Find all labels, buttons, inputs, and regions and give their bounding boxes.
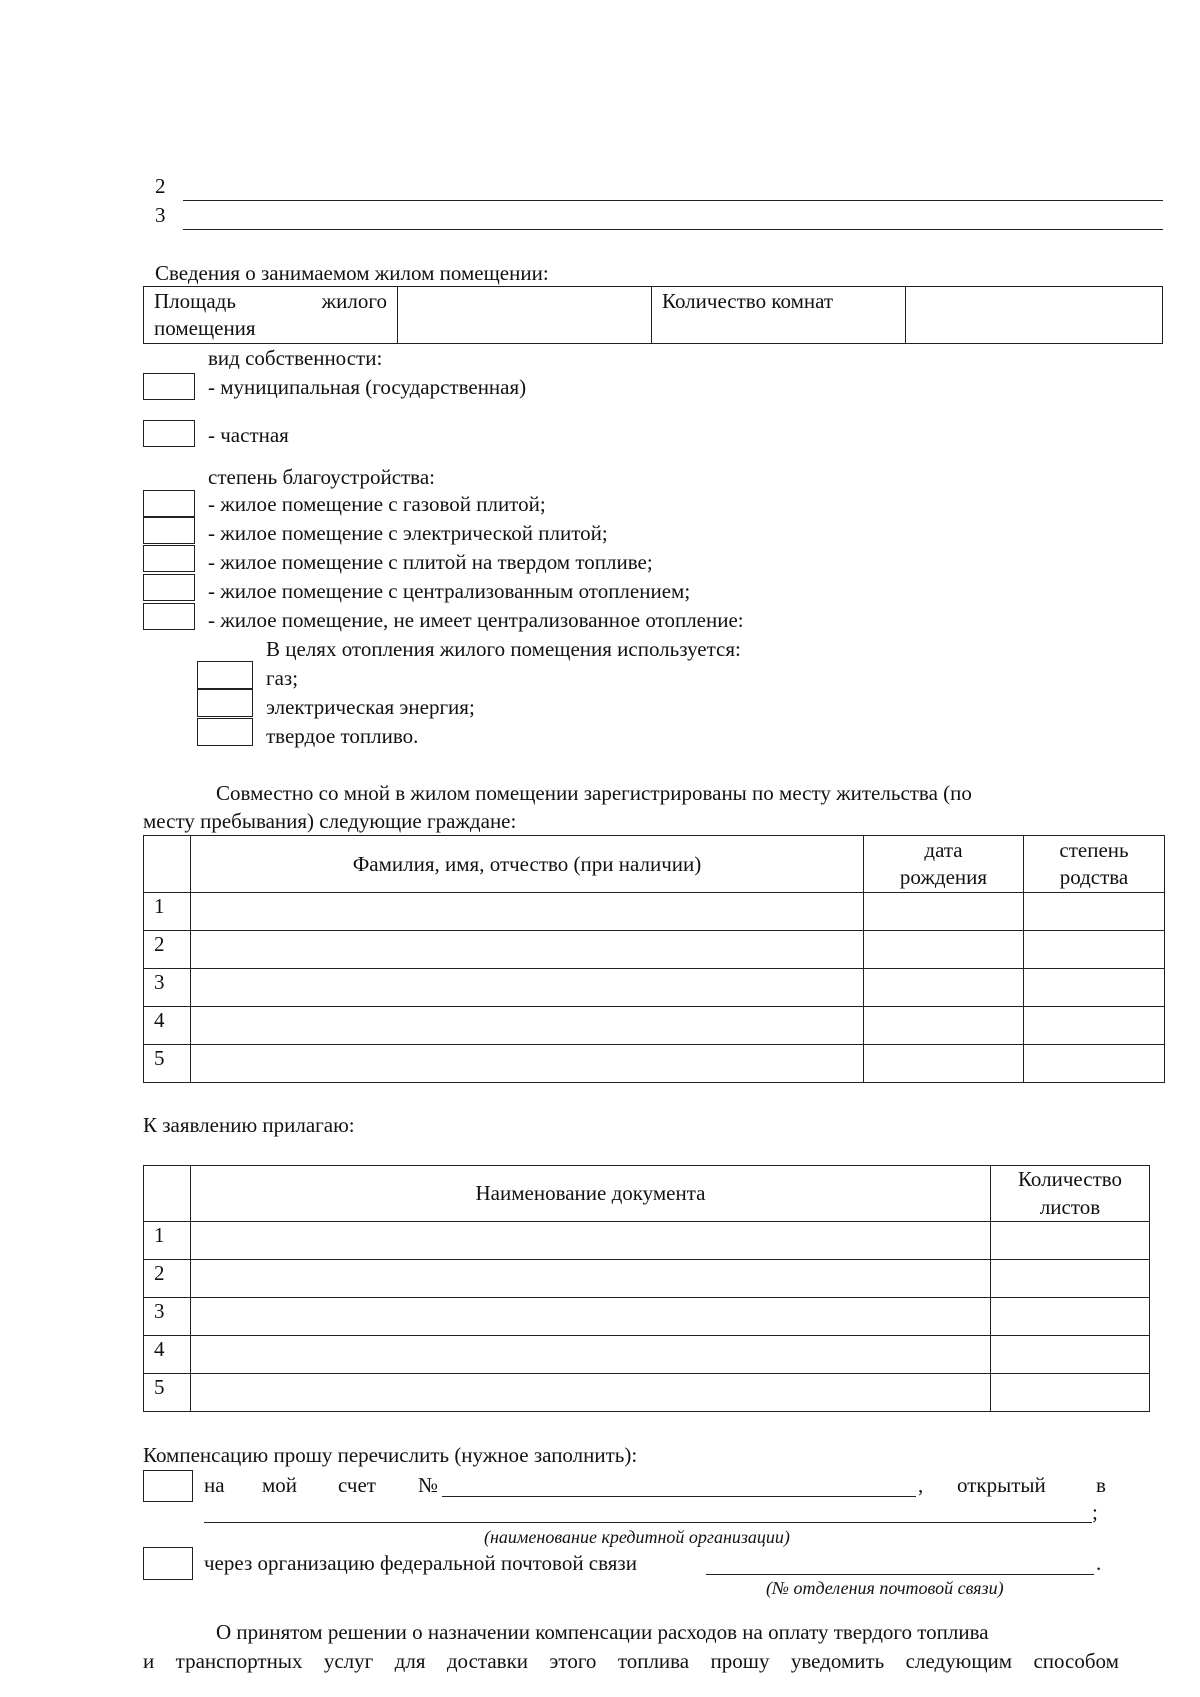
line-number-3: 3 [155,203,166,227]
document-name-cell[interactable] [191,1222,991,1260]
heating-electric-checkbox[interactable] [197,689,253,717]
fill-line-3[interactable] [183,229,1163,230]
row-number: 3 [144,1298,191,1336]
amenity-no-central-heating-checkbox[interactable] [143,603,195,630]
payment-account-checkbox[interactable] [143,1470,193,1502]
resident-birth-cell[interactable] [864,1045,1024,1083]
housing-table [143,286,1163,344]
heating-electric-label: электрическая энергия; [266,695,475,719]
notice-word: уведомить [790,1649,885,1673]
housing-heading: Сведения о занимаемом жилом помещении: [155,261,549,285]
resident-birth-cell[interactable] [864,969,1024,1007]
post-office-line[interactable] [706,1574,1094,1575]
resident-name-cell[interactable] [191,1007,864,1045]
bank-caption: (наименование кредитной организации) [484,1527,790,1547]
table-row [144,931,1165,969]
resident-birth-cell[interactable] [864,931,1024,969]
amenity-solid-fuel-label: - жилое помещение с плитой на твердом топливе; [208,550,653,574]
table-row [144,1260,1150,1298]
row-number: 5 [144,1374,191,1412]
amenity-gas-stove-checkbox[interactable] [143,490,195,517]
post-text: через организацию федеральной почтовой связи [204,1551,637,1575]
attachments-col-doc: Наименование документа [475,1181,706,1205]
residents-col-birth-2: рождения [899,865,988,889]
resident-relation-cell[interactable] [1024,1007,1165,1045]
table-row [144,1045,1165,1083]
payment-heading: Компенсацию прошу перечислить (нужное заполнить): [143,1443,638,1467]
account-word-number-sign: № [418,1473,439,1497]
notice-line2 [143,1651,1119,1672]
ownership-heading: вид собственности: [208,346,383,370]
area-label-cell [144,287,398,344]
table-row [144,969,1165,1007]
account-word-na: на [204,1473,225,1497]
resident-name-cell[interactable] [191,969,864,1007]
fill-line-2[interactable] [183,200,1163,201]
area-input-cell[interactable] [398,287,652,344]
account-word-schet: счет [338,1473,376,1497]
residents-col-name: Фамилия, имя, отчество (при наличии) [352,851,702,876]
document-sheets-cell[interactable] [991,1336,1150,1374]
residents-col-relation-2: родства [1059,865,1129,889]
post-caption: (№ отделения почтовой связи) [766,1578,1004,1598]
table-row [144,1374,1150,1412]
resident-relation-cell[interactable] [1024,969,1165,1007]
amenity-no-central-heating-label: - жилое помещение, не имеет централизованное отопление: [208,608,744,632]
rooms-input-cell[interactable] [906,287,1163,344]
document-name-cell[interactable] [191,1374,991,1412]
ownership-municipal-label: - муниципальная (государственная) [208,375,527,399]
notice-word: этого [549,1649,597,1673]
table-row [144,893,1165,931]
notice-word: для [394,1649,426,1673]
resident-relation-cell[interactable] [1024,893,1165,931]
residents-intro-line1: Совместно со мной в жилом помещении зарегистрированы по месту жительства (по [216,781,972,805]
row-number: 1 [144,1222,191,1260]
residents-col-birth-1: дата [924,837,963,862]
notice-word: топлива [617,1649,690,1673]
resident-name-cell[interactable] [191,893,864,931]
attachments-col-sheets-2: листов [1039,1194,1101,1219]
area-label-word1: Площадь [154,289,236,313]
resident-birth-cell[interactable] [864,1007,1024,1045]
document-name-cell[interactable] [191,1260,991,1298]
rooms-label: Количество комнат [662,289,834,313]
notice-word: прошу [710,1649,770,1673]
attachments-heading: К заявлению прилагаю: [143,1113,355,1137]
heating-heading: В целях отопления жилого помещения используется: [266,637,741,661]
row-number: 2 [144,1260,191,1298]
attachments-header-num [144,1166,191,1222]
resident-relation-cell[interactable] [1024,1045,1165,1083]
rooms-label-cell [652,287,906,344]
area-label-word3: помещения [154,316,256,340]
row-number: 3 [144,969,191,1007]
notice-word: способом [1033,1649,1119,1673]
area-label-word2: жилого [321,289,387,313]
bank-semicolon: ; [1092,1500,1098,1524]
document-sheets-cell[interactable] [991,1222,1150,1260]
notice-word: следующим [905,1649,1013,1673]
row-number: 1 [144,893,191,931]
account-comma: , [918,1473,924,1497]
table-row [144,1298,1150,1336]
row-number: 5 [144,1045,191,1083]
resident-name-cell[interactable] [191,1045,864,1083]
ownership-municipal-checkbox[interactable] [143,373,195,400]
residents-intro-line2: месту пребывания) следующие граждане: [143,809,517,833]
ownership-private-label: - частная [208,423,289,447]
attachments-header-sheets [991,1166,1150,1222]
residents-header-relation [1024,836,1165,893]
notice-line1: О принятом решении о назначении компенсации расходов на оплату твердого топлива [216,1620,989,1644]
amenity-solid-fuel-checkbox[interactable] [143,545,195,572]
resident-birth-cell[interactable] [864,893,1024,931]
table-row [144,1222,1150,1260]
table-row [144,1007,1165,1045]
row-number: 4 [144,1336,191,1374]
notice-word: доставки [446,1649,529,1673]
account-in-word: в [1096,1473,1106,1497]
row-number: 4 [144,1007,191,1045]
heating-solid-fuel-label: твердое топливо. [266,724,419,748]
resident-name-cell[interactable] [191,931,864,969]
document-name-cell[interactable] [191,1336,991,1374]
account-opened-word: открытый [957,1473,1046,1497]
table-row [144,1336,1150,1374]
account-number-line[interactable] [442,1496,916,1497]
account-word-moy: мой [262,1473,298,1497]
amenity-electric-stove-checkbox[interactable] [143,517,195,544]
heating-gas-label: газ; [266,666,299,690]
residents-table [143,835,1165,1083]
attachments-col-sheets-1: Количество [1017,1167,1123,1192]
residents-col-relation-1: степень [1059,837,1129,862]
document-name-cell[interactable] [191,1298,991,1336]
amenity-central-heating-checkbox[interactable] [143,574,195,601]
document-sheets-cell[interactable] [991,1374,1150,1412]
heating-gas-checkbox[interactable] [197,661,253,689]
payment-post-checkbox[interactable] [143,1547,193,1580]
resident-relation-cell[interactable] [1024,931,1165,969]
notice-word: услуг [323,1649,374,1673]
amenity-gas-stove-label: - жилое помещение с газовой плитой; [208,492,546,516]
notice-word: транспортных [175,1649,303,1673]
post-period: . [1096,1551,1102,1575]
amenities-heading: степень благоустройства: [208,465,435,489]
amenity-central-heating-label: - жилое помещение с централизованным отоплением; [208,579,691,603]
amenity-electric-stove-label: - жилое помещение с электрической плитой; [208,521,608,545]
line-number-2: 2 [155,174,166,198]
residents-header-num [144,836,191,893]
document-sheets-cell[interactable] [991,1298,1150,1336]
residents-header-name [191,836,864,893]
notice-word: и [143,1649,155,1673]
bank-name-line[interactable] [204,1522,1092,1523]
heating-solid-fuel-checkbox[interactable] [197,718,253,746]
document-sheets-cell[interactable] [991,1260,1150,1298]
residents-header-birth [864,836,1024,893]
ownership-private-checkbox[interactable] [143,420,195,447]
row-number: 2 [144,931,191,969]
attachments-table [143,1165,1150,1412]
attachments-header-doc [191,1166,991,1222]
